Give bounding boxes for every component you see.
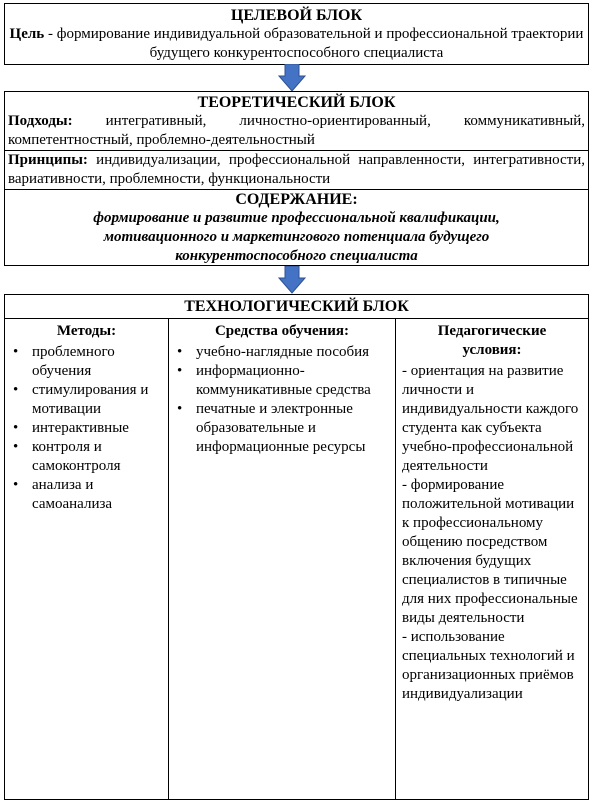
methods-column bbox=[5, 318, 168, 799]
tech-block bbox=[4, 294, 589, 319]
list-item: • проблемного обучения bbox=[8, 343, 165, 381]
conditions-title: Педагогические условия: bbox=[437, 323, 547, 358]
list-item: • учебно-наглядные пособия bbox=[172, 343, 392, 362]
conditions-column bbox=[395, 318, 588, 799]
list-item: • интерактивные bbox=[8, 419, 165, 438]
goal-label: Цель bbox=[9, 26, 45, 42]
target-block bbox=[4, 3, 589, 65]
content-title: СОДЕРЖАНИЕ: bbox=[235, 191, 358, 208]
down-arrow-icon bbox=[278, 64, 306, 92]
down-arrow-icon-2 bbox=[278, 266, 306, 294]
principles-text bbox=[5, 151, 588, 189]
approaches-text bbox=[5, 112, 588, 150]
theory-block bbox=[4, 91, 589, 266]
list-item: • стимулирования и мотивации bbox=[8, 381, 165, 419]
list-item: - формирование положительной мотивации к профессиональному общению посредством включения будущих специалистов в типичные для них профессиональные виды деятельности bbox=[402, 477, 578, 626]
goal-description: - формирование индивидуальной образовательной и профессиональной траектории будущего конкурентоспособного специалиста bbox=[44, 26, 584, 61]
principles-list: индивидуализации, профессиональной направленности, интегративности, вариативности, проблемности, функциональности bbox=[8, 152, 585, 187]
approaches-list: интегративный, личностно-ориентированный, коммуникативный, компетентностный, проблемно-деятельностный bbox=[8, 113, 585, 148]
target-block-title: ЦЕЛЕВОЙ БЛОК bbox=[230, 7, 363, 24]
approaches-label: Подходы: bbox=[8, 113, 73, 129]
principles-label: Принципы: bbox=[8, 152, 88, 168]
means-list bbox=[172, 343, 392, 457]
tech-columns bbox=[4, 318, 589, 800]
list-item: • печатные и электронные образовательные и информационные ресурсы bbox=[172, 400, 392, 457]
means-title: Средства обучения: bbox=[214, 323, 350, 339]
content-text: формирование и развитие профессиональной квалификации, мотивационного и маркетингового потенциала будущего конкурентоспособного специалиста bbox=[93, 210, 500, 264]
methods-list bbox=[8, 343, 165, 514]
methods-title: Методы: bbox=[56, 323, 117, 339]
list-item: • информационно-коммуникативные средства bbox=[172, 362, 392, 400]
goal-text bbox=[5, 25, 588, 63]
tech-block-title: ТЕХНОЛОГИЧЕСКИЙ БЛОК bbox=[184, 298, 409, 315]
list-item: - ориентация на развитие личности и индивидуальности каждого студента как субъекта учебно-профессиональной деятельности bbox=[402, 363, 579, 474]
conditions-list bbox=[399, 362, 585, 704]
list-item: • анализа и самоанализа bbox=[8, 476, 165, 514]
theory-block-title: ТЕОРЕТИЧЕСКИЙ БЛОК bbox=[197, 94, 396, 111]
list-item: - использование специальных технологий и организационных приёмов индивидуализации bbox=[402, 629, 575, 702]
means-column bbox=[168, 318, 395, 799]
list-item: • контроля и самоконтроля bbox=[8, 438, 165, 476]
